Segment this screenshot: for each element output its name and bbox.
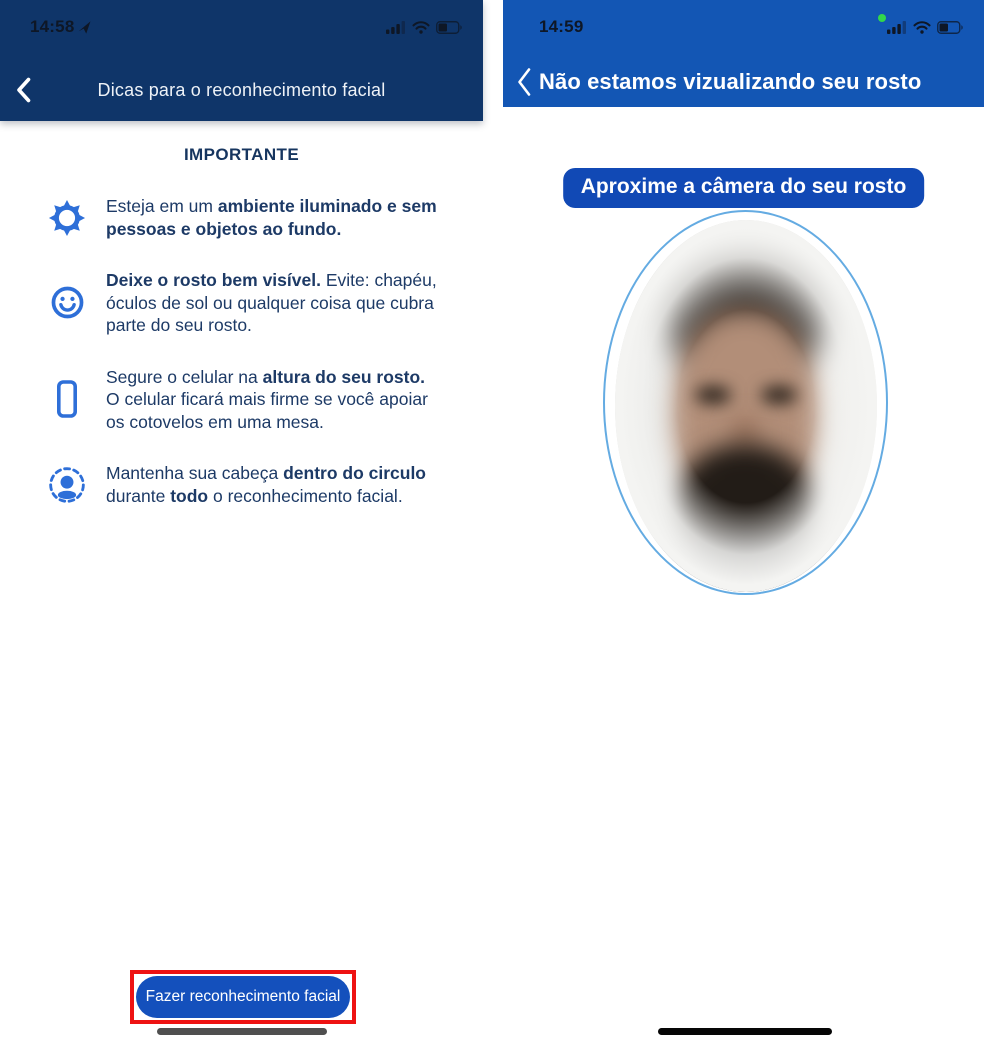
annotation-highlight-box	[130, 970, 356, 1024]
left-status-icons	[386, 21, 463, 34]
cellular-signal-icon	[386, 21, 406, 34]
left-header	[0, 0, 483, 121]
right-phone-screen	[503, 0, 984, 1044]
wifi-icon	[913, 21, 931, 34]
location-arrow-icon	[78, 21, 91, 34]
right-header	[503, 0, 984, 107]
camera-active-indicator	[878, 14, 886, 22]
right-nav-row	[503, 64, 984, 100]
section-title: IMPORTANTE	[183, 145, 300, 164]
instruction-badge: Aproxime a câmera do seu rosto	[563, 168, 925, 208]
page-title: Dicas para o reconhecimento facial	[97, 79, 386, 100]
tip-row-phone-height	[48, 366, 439, 434]
back-button[interactable]	[0, 77, 46, 103]
right-status-icons	[887, 21, 964, 34]
phone-icon	[48, 380, 86, 418]
right-status-time	[539, 17, 583, 37]
right-status-bar	[503, 14, 984, 40]
tip-text: Esteja em um ambiente iluminado e sem pessoas e objetos ao fundo.	[106, 196, 437, 239]
face-recognition-button[interactable]: Fazer reconhecimento facial	[136, 976, 350, 1018]
left-nav-row	[0, 72, 483, 108]
face-vignette	[615, 220, 877, 592]
left-status-bar	[0, 14, 483, 40]
tip-text: Mantenha sua cabeça dentro do circulo durante todo o reconhecimento facial.	[106, 463, 427, 506]
battery-icon	[937, 21, 964, 34]
home-indicator[interactable]	[658, 1028, 832, 1035]
chevron-left-icon	[16, 77, 31, 103]
blurred-face-preview	[615, 220, 877, 592]
left-status-time	[30, 17, 91, 37]
time-label: 14:59	[539, 17, 584, 36]
back-button[interactable]	[509, 67, 539, 97]
tip-text: Deixe o rosto bem visível. Evite: chapéu, óculos de sol ou qualquer coisa que cubra parte do seu rosto.	[106, 270, 437, 335]
person-circle-icon	[48, 465, 86, 505]
tip-row-lighting	[48, 195, 439, 240]
battery-icon	[436, 21, 463, 34]
chevron-left-icon	[516, 67, 532, 97]
tip-text: Segure o celular na altura do seu rosto. O celular ficará mais firme se você apoiar os cotovelos em uma mesa.	[106, 366, 428, 432]
smiley-icon	[48, 286, 86, 319]
left-phone-screen	[0, 0, 483, 1044]
time-label: 14:58	[30, 17, 75, 36]
sun-icon	[48, 199, 86, 237]
cellular-signal-icon	[887, 21, 907, 34]
page-title: Não estamos vizualizando seu rosto	[539, 69, 922, 94]
tips-list	[0, 195, 483, 507]
wifi-icon	[412, 21, 430, 34]
tip-row-face-visible	[48, 269, 439, 337]
tip-row-head-in-circle	[48, 462, 439, 507]
home-indicator[interactable]	[157, 1028, 327, 1035]
